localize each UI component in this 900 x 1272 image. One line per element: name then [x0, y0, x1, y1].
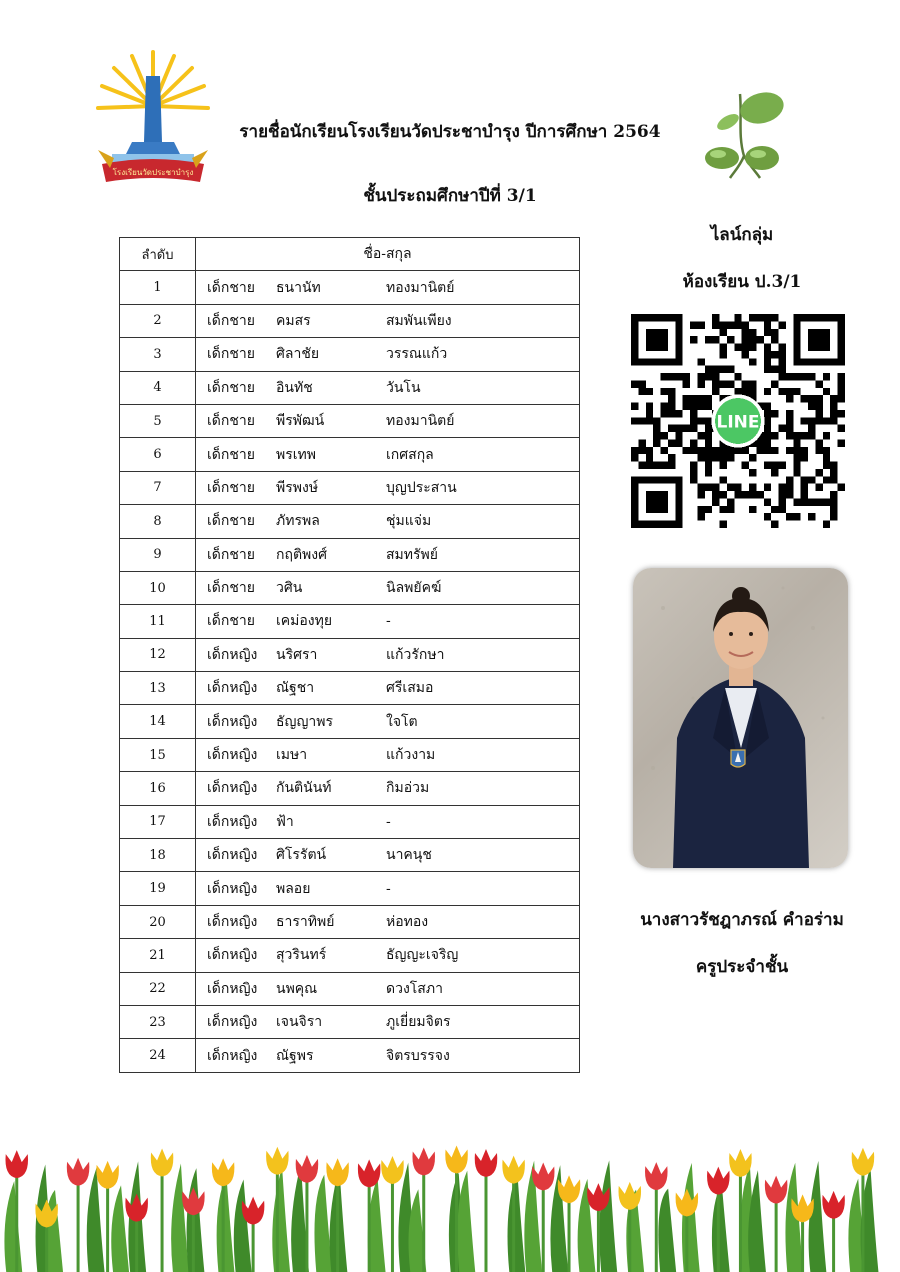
student-last-name: แก้วรักษา	[386, 646, 445, 663]
student-first-name: ณัฐชา	[276, 680, 315, 697]
student-title: เด็กหญิง	[207, 680, 258, 697]
student-name-cell	[196, 638, 580, 671]
student-last-name: -	[386, 613, 391, 630]
student-title: เด็กหญิง	[207, 1047, 258, 1064]
student-name-cell	[196, 738, 580, 771]
page-title: รายชื่อนักเรียนโรงเรียนวัดประชาบำรุง ปีการศึกษา 2564	[239, 122, 661, 142]
student-title: เด็กหญิง	[207, 780, 258, 797]
table-row	[120, 705, 580, 738]
student-title: เด็กชาย	[207, 413, 255, 430]
student-name-cell	[196, 772, 580, 805]
student-first-name: เมษา	[276, 747, 308, 764]
table-row	[120, 738, 580, 771]
student-last-name: -	[386, 880, 391, 897]
table-row	[120, 271, 580, 304]
row-number: 18	[120, 839, 196, 872]
row-number: 19	[120, 872, 196, 905]
student-last-name: สมทรัพย์	[386, 546, 438, 563]
table-row	[120, 672, 580, 705]
table-row	[120, 304, 580, 337]
column-header-name: ชื่อ-สกุล	[196, 238, 580, 271]
student-first-name: กฤติพงศ์	[276, 546, 327, 563]
student-last-name: นาคนุช	[386, 847, 432, 864]
student-name-cell	[196, 705, 580, 738]
student-first-name: นพคุณ	[276, 980, 318, 997]
table-row	[120, 471, 580, 504]
student-title: เด็กชาย	[207, 479, 255, 496]
student-name-cell	[196, 538, 580, 571]
student-first-name: สุวรินทร์	[276, 947, 327, 964]
row-number: 13	[120, 672, 196, 705]
table-row	[120, 338, 580, 371]
table-row	[120, 605, 580, 638]
student-name-cell	[196, 404, 580, 437]
table-row	[120, 505, 580, 538]
table-row	[120, 839, 580, 872]
student-name-cell	[196, 839, 580, 872]
table-row	[120, 772, 580, 805]
row-number: 7	[120, 471, 196, 504]
table-row	[120, 571, 580, 604]
student-title: เด็กชาย	[207, 312, 255, 329]
student-first-name: ฟ้า	[276, 813, 294, 830]
student-table	[119, 237, 580, 1073]
row-number: 10	[120, 571, 196, 604]
student-first-name: วศิน	[276, 580, 303, 597]
student-name-cell	[196, 471, 580, 504]
student-name-cell	[196, 939, 580, 972]
student-name-cell	[196, 872, 580, 905]
student-title: เด็กชาย	[207, 546, 255, 563]
row-number: 5	[120, 404, 196, 437]
student-last-name: ใจโต	[386, 713, 418, 730]
student-title: เด็กหญิง	[207, 980, 258, 997]
student-title: เด็กชาย	[207, 613, 255, 630]
school-logo	[92, 46, 214, 196]
student-first-name: เจนจิรา	[276, 1014, 323, 1031]
student-last-name: บุญประสาน	[386, 479, 457, 496]
column-header-number: ลำดับ	[120, 238, 196, 271]
table-row	[120, 404, 580, 437]
row-number: 17	[120, 805, 196, 838]
table-row	[120, 1005, 580, 1038]
student-title: เด็กหญิง	[207, 914, 258, 930]
student-last-name: นิลพยัคฆ์	[386, 580, 442, 597]
student-last-name: สมพันเพียง	[386, 312, 452, 329]
student-name-cell	[196, 605, 580, 638]
row-number: 20	[120, 905, 196, 938]
student-title: เด็กหญิง	[207, 1014, 258, 1031]
row-number: 14	[120, 705, 196, 738]
student-last-name: วันโน	[386, 379, 421, 396]
student-title: เด็กชาย	[207, 513, 255, 530]
row-number: 11	[120, 605, 196, 638]
table-row	[120, 538, 580, 571]
table-header-row	[120, 238, 580, 271]
student-first-name: พีรพัฒน์	[276, 413, 325, 430]
row-number: 24	[120, 1039, 196, 1072]
student-first-name: ธนานัท	[276, 279, 321, 296]
logo-text: โรงเรียนวัดประชาบำรุง	[112, 168, 194, 177]
student-name-cell	[196, 571, 580, 604]
student-title: เด็กชาย	[207, 346, 255, 363]
row-number: 21	[120, 939, 196, 972]
line-group-label: ไลน์กลุ่ม	[710, 225, 774, 245]
row-number: 12	[120, 638, 196, 671]
row-number: 1	[120, 271, 196, 304]
student-title: เด็กชาย	[207, 279, 255, 296]
student-last-name: ชุ่มแจ่ม	[386, 513, 432, 530]
student-first-name: ธาราทิพย์	[276, 914, 335, 930]
tulip-border-decoration	[0, 1140, 900, 1272]
student-title: เด็กหญิง	[207, 713, 258, 730]
student-first-name: ภัทรพล	[276, 513, 320, 530]
student-name-cell	[196, 438, 580, 471]
table-row	[120, 972, 580, 1005]
student-last-name: ธัญญะเจริญ	[386, 947, 459, 964]
row-number: 8	[120, 505, 196, 538]
student-last-name: แก้วงาม	[386, 747, 436, 764]
student-title: เด็กชาย	[207, 379, 255, 396]
student-name-cell	[196, 338, 580, 371]
student-first-name: กันตินันท์	[276, 780, 332, 797]
row-number: 23	[120, 1005, 196, 1038]
row-number: 4	[120, 371, 196, 404]
student-title: เด็กชาย	[207, 580, 255, 597]
student-first-name: พรเทพ	[276, 446, 316, 463]
student-title: เด็กหญิง	[207, 847, 258, 864]
student-last-name: ดวงโสภา	[386, 980, 443, 997]
table-row	[120, 1039, 580, 1072]
student-last-name: ห่อทอง	[386, 914, 429, 930]
plant-illustration	[700, 86, 790, 196]
table-row	[120, 638, 580, 671]
student-last-name: ทองมานิตย์	[386, 413, 455, 430]
student-last-name: ศรีเสมอ	[386, 680, 434, 697]
row-number: 16	[120, 772, 196, 805]
student-name-cell	[196, 271, 580, 304]
line-qr-code[interactable]	[631, 314, 845, 528]
row-number: 2	[120, 304, 196, 337]
student-first-name: ศิโรรัตน์	[276, 847, 327, 864]
student-first-name: ศิลาชัย	[276, 346, 320, 363]
student-first-name: เคม่องทุย	[276, 613, 333, 630]
student-last-name: จิตรบรรจง	[386, 1047, 450, 1064]
student-first-name: พีรพงษ์	[276, 479, 319, 496]
table-row	[120, 805, 580, 838]
student-first-name: ธัญญาพร	[276, 713, 334, 730]
student-title: เด็กหญิง	[207, 880, 258, 897]
student-name-cell	[196, 905, 580, 938]
student-name-cell	[196, 304, 580, 337]
student-name-cell	[196, 1039, 580, 1072]
student-last-name: กิมอ่วม	[386, 780, 430, 797]
student-title: เด็กหญิง	[207, 646, 258, 663]
teacher-role: ครูประจำชั้น	[695, 957, 789, 977]
row-number: 15	[120, 738, 196, 771]
student-name-cell	[196, 805, 580, 838]
student-title: เด็กหญิง	[207, 947, 258, 964]
student-name-cell	[196, 1005, 580, 1038]
student-last-name: วรรณแก้ว	[386, 346, 448, 363]
student-title: เด็กชาย	[207, 446, 255, 463]
row-number: 6	[120, 438, 196, 471]
student-first-name: ณัฐพร	[276, 1047, 314, 1064]
classroom-label: ห้องเรียน ป.3/1	[682, 272, 802, 292]
student-name-cell	[196, 972, 580, 1005]
student-title: เด็กหญิง	[207, 747, 258, 764]
table-row	[120, 939, 580, 972]
student-last-name: ทองมานิตย์	[386, 279, 455, 296]
student-name-cell	[196, 672, 580, 705]
table-row	[120, 438, 580, 471]
row-number: 9	[120, 538, 196, 571]
line-logo-label: LINE	[716, 412, 760, 433]
student-name-cell	[196, 505, 580, 538]
table-row	[120, 872, 580, 905]
student-first-name: นริศรา	[276, 646, 318, 663]
student-title: เด็กหญิง	[207, 813, 258, 830]
student-last-name: ภูเยี่ยมจิตร	[386, 1014, 451, 1031]
table-row	[120, 905, 580, 938]
teacher-name: นางสาวรัชฎาภรณ์ คำอร่าม	[640, 910, 844, 930]
student-first-name: อินทัช	[276, 379, 313, 396]
row-number: 3	[120, 338, 196, 371]
teacher-photo	[633, 568, 848, 868]
student-name-cell	[196, 371, 580, 404]
student-first-name: พลอย	[276, 880, 311, 897]
class-subtitle: ชั้นประถมศึกษาปีที่ 3/1	[363, 186, 537, 206]
table-row	[120, 371, 580, 404]
student-last-name: -	[386, 813, 391, 830]
student-first-name: คมสร	[276, 312, 311, 329]
row-number: 22	[120, 972, 196, 1005]
student-last-name: เกศสกุล	[386, 446, 434, 463]
